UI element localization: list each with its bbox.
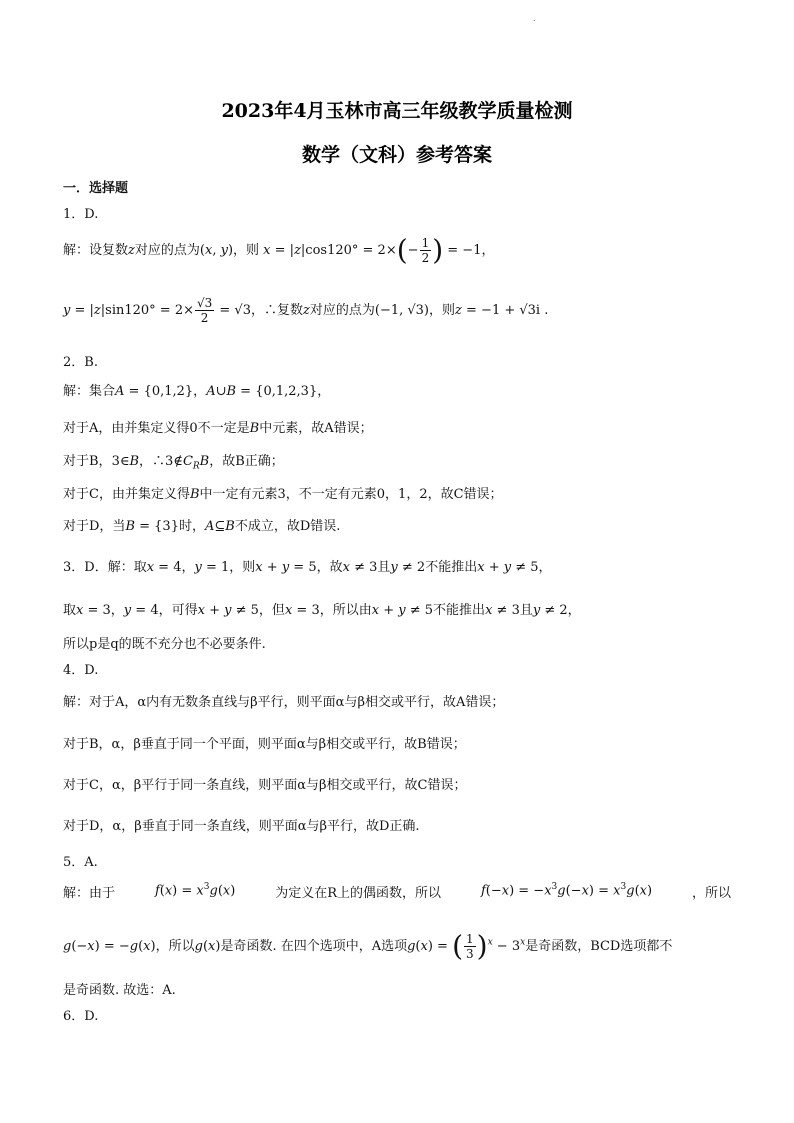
page-title: 2023年4月玉林市高三年级教学质量检测 — [221, 100, 573, 122]
q2-line-4: 对于C，由并集定义得B中一定有元素3，不一定有元素0，1，2，故C错误； — [63, 487, 503, 502]
q3-line-3: 所以p是q的既不充分也不必要条件. — [63, 637, 266, 652]
q5-line-3: 是奇函数. 故选：A. — [63, 983, 176, 998]
q1-line-2: y = |z|sin120° = 2× $\frac{√3}{2}$ = √3，∴复数z对应的点为(−1, √3)，则z = −1 + √3i . — [63, 296, 549, 325]
answer-2: 2．B. — [63, 355, 98, 370]
header-dot: . — [533, 14, 536, 23]
answer-6: 6．D. — [63, 1009, 99, 1024]
q2-line-5: 对于D，当B = {3}时，A⊆B不成立，故D错误. — [63, 519, 341, 534]
q2-line-1: 解：集合A = {0,1,2}，A∪B = {0,1,2,3}， — [63, 384, 331, 399]
q4-line-2: 对于B，α，β垂直于同一个平面，则平面α与β相交或平行，故B错误； — [63, 737, 466, 752]
answer-4: 4．D. — [63, 663, 99, 678]
answer-1: 1．D. — [63, 207, 99, 222]
q4-line-1: 解：对于A，α内有无数条直线与β平行，则平面α与β相交或平行，故A错误； — [63, 695, 505, 710]
page-subtitle: 数学（文科）参考答案 — [301, 144, 492, 166]
q2-line-3: 对于B，3∈B，$\therefore 3\notin C_RB$，故B正确； — [63, 454, 284, 472]
q4-line-3: 对于C，α，β平行于同一条直线，则平面α与β相交或平行，故C错误； — [63, 778, 467, 793]
q1-line-1: 解：设复数z对应的点为(x, y)，则 x = |z|cos120° = 2×(− $\frac{1}{2}$ ) = −1， — [63, 233, 495, 267]
q3-line-2: 取x = 3，y = 4，可得x + y ≠ 5，但x = 3，所以由x + y ≠ 5不能推出x ≠ 3且y ≠ 2， — [63, 603, 581, 618]
q2-line-2: 对于A，由并集定义得0不一定是B中元素，故A错误； — [63, 421, 373, 436]
q4-line-4: 对于D，α，β垂直于同一条直线，则平面α与β平行，故D正确. — [63, 819, 420, 834]
q5-line-1: 解：由于 $f(x) = x^3g(x)$ 为定义在R上的偶函数，所以 $f(-x) = -x^3g(-x) = x^3g(x)$ ，所以 — [63, 882, 731, 901]
q5-line-2: g(−x) = −g(x)，所以g(x)是奇函数. 在四个选项中，A选项g(x) = ( $\frac{1}{3}$ )$^x - 3^x$是奇函数，BCD选项都不 — [63, 929, 673, 963]
section-heading: 一．选择题 — [63, 181, 129, 196]
q3-line-1: 3．D．解：取x = 4，y = 1，则x + y = 5，故x ≠ 3且y ≠ 2不能推出x + y ≠ 5， — [63, 560, 552, 575]
answer-5: 5．A. — [63, 855, 98, 870]
